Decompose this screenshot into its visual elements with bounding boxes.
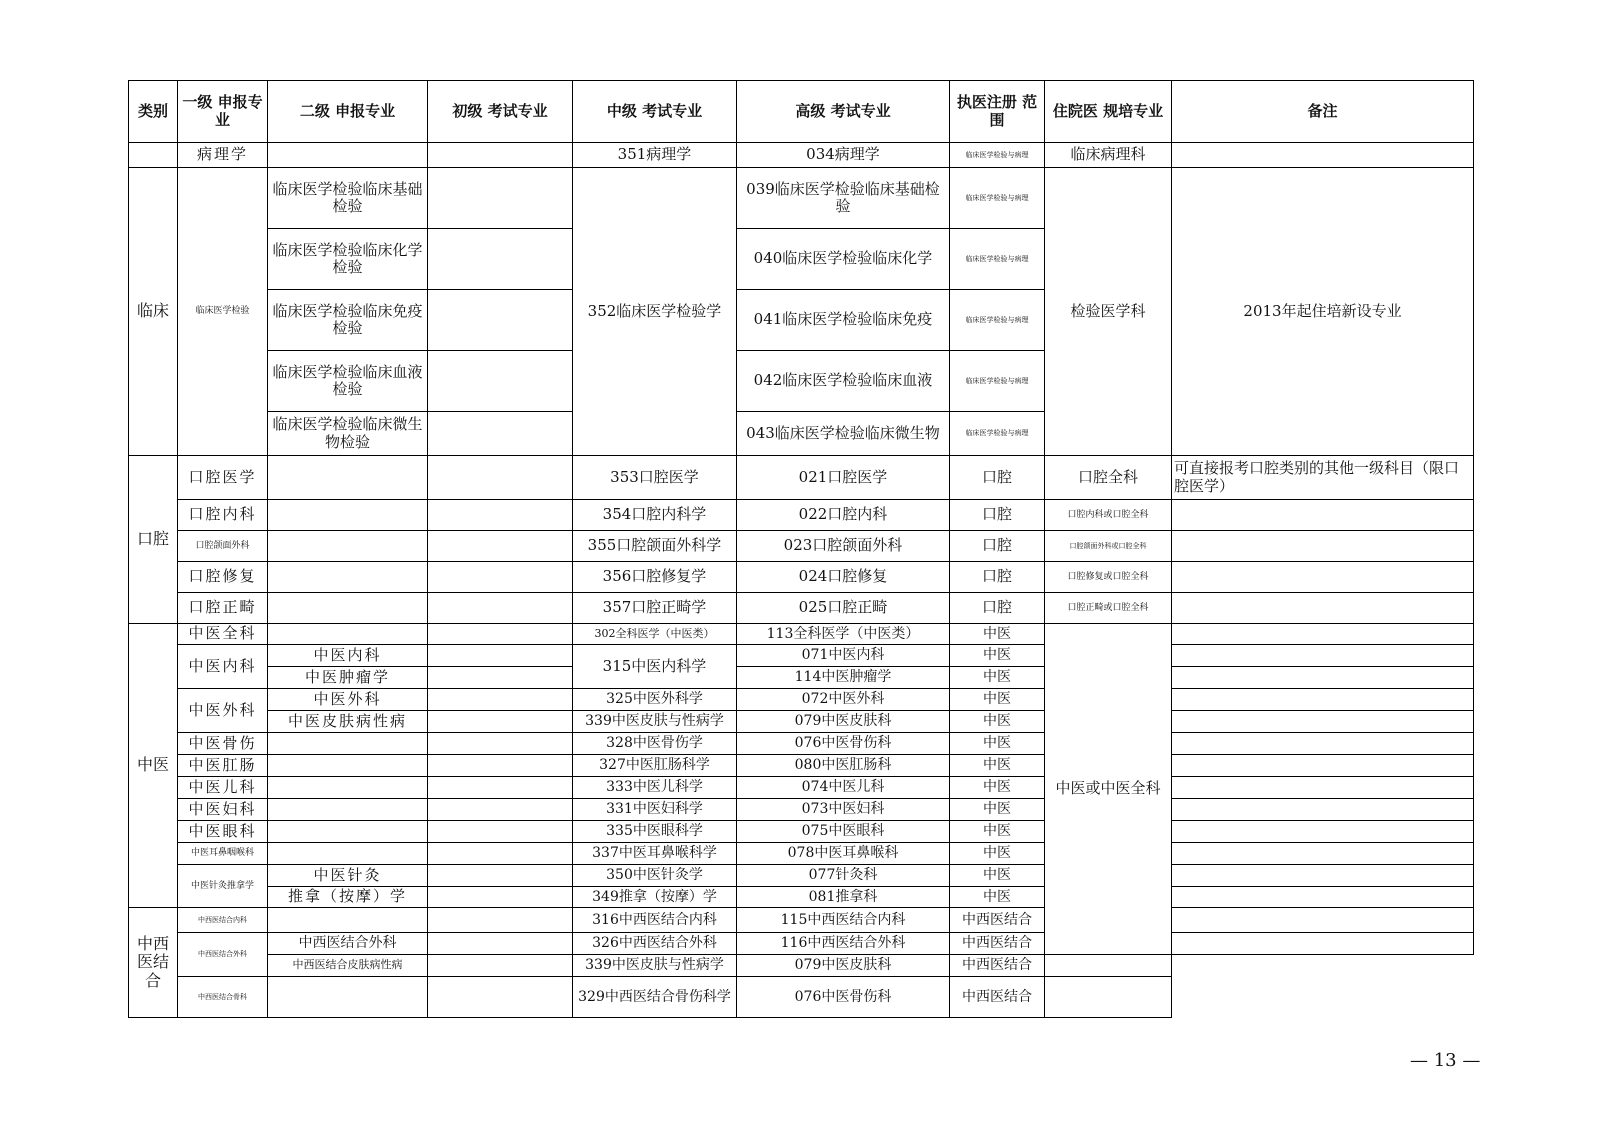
cell-level1: 中医肛肠 — [178, 755, 268, 777]
cell-license: 中医 — [950, 777, 1045, 799]
cell-license: 中医 — [950, 645, 1045, 667]
cell-senior: 023口腔颌面外科 — [737, 531, 950, 562]
cell-level2: 临床医学检验临床微生物检验 — [268, 412, 428, 456]
header-level2: 二级 申报专业 — [268, 81, 428, 143]
table-row — [129, 933, 1474, 955]
cell-level2: 中西医结合外科 — [268, 933, 428, 955]
cell-license: 中医 — [950, 843, 1045, 865]
cell-level2: 中医针灸 — [268, 865, 428, 887]
table-row — [129, 667, 1474, 689]
cell-license: 口腔 — [950, 593, 1045, 624]
cell-level1: 临床医学检验 — [178, 168, 268, 456]
cell-level2: 中医内科 — [268, 645, 428, 667]
header-notes: 备注 — [1172, 81, 1474, 143]
header-row — [129, 81, 1474, 143]
cell-license: 中西医结合 — [950, 955, 1045, 977]
cell-senior: 073中医妇科 — [737, 799, 950, 821]
cell-residency: 检验医学科 — [1045, 168, 1172, 456]
cell-residency: 口腔内科或口腔全科 — [1045, 500, 1172, 531]
cell-middle: 329中西医结合骨伤科学 — [573, 977, 737, 1018]
cell-license: 中医 — [950, 624, 1045, 645]
cell-senior: 080中医肛肠科 — [737, 755, 950, 777]
table-row — [129, 733, 1474, 755]
cell-middle: 351病理学 — [573, 143, 737, 168]
cell-senior: 078中医耳鼻喉科 — [737, 843, 950, 865]
header-junior: 初级 考试专业 — [428, 81, 573, 143]
cell-level1: 口腔颌面外科 — [178, 531, 268, 562]
header-license: 执医注册 范围 — [950, 81, 1045, 143]
cell-level1: 中医全科 — [178, 624, 268, 645]
cell-senior: 079中医皮肤科 — [737, 711, 950, 733]
cell-senior: 021口腔医学 — [737, 456, 950, 500]
table-row — [129, 143, 1474, 168]
table-row — [129, 777, 1474, 799]
cell-middle: 333中医儿科学 — [573, 777, 737, 799]
cell-license: 口腔 — [950, 531, 1045, 562]
cell-residency: 临床病理科 — [1045, 143, 1172, 168]
cell-level1: 中西医结合内科 — [178, 908, 268, 933]
cell-notes — [1172, 531, 1474, 562]
cell-middle: 316中西医结合内科 — [573, 908, 737, 933]
header-middle: 中级 考试专业 — [573, 81, 737, 143]
cell-level1: 中医骨伤 — [178, 733, 268, 755]
cell-license: 临床医学检验与病理 — [950, 229, 1045, 290]
cell-senior: 022口腔内科 — [737, 500, 950, 531]
cell-level2: 中西医结合皮肤病性病 — [268, 955, 428, 977]
cell-license: 中医 — [950, 755, 1045, 777]
cell-level1: 病理学 — [178, 143, 268, 168]
cell-license: 临床医学检验与病理 — [950, 290, 1045, 351]
cell-license: 口腔 — [950, 500, 1045, 531]
cell-license: 中西医结合 — [950, 977, 1045, 1018]
header-senior: 高级 考试专业 — [737, 81, 950, 143]
cell-level1: 中医眼科 — [178, 821, 268, 843]
cell-residency: 中医或中医全科 — [1045, 624, 1172, 955]
cell-level1: 中医妇科 — [178, 799, 268, 821]
cell-middle: 328中医骨伤学 — [573, 733, 737, 755]
cell-senior: 024口腔修复 — [737, 562, 950, 593]
table-row — [129, 843, 1474, 865]
cell-residency: 口腔全科 — [1045, 456, 1172, 500]
cell-senior: 072中医外科 — [737, 689, 950, 711]
cell-level2: 推拿（按摩）学 — [268, 887, 428, 908]
table-row — [129, 456, 1474, 500]
header-level1: 一级 申报专业 — [178, 81, 268, 143]
cell-senior: 081推拿科 — [737, 887, 950, 908]
cell-license: 临床医学检验与病理 — [950, 168, 1045, 229]
cell-middle: 353口腔医学 — [573, 456, 737, 500]
table-row — [129, 711, 1474, 733]
cell-license: 中医 — [950, 733, 1045, 755]
cell-residency: 口腔颌面外科或口腔全科 — [1045, 531, 1172, 562]
cell-senior: 034病理学 — [737, 143, 950, 168]
cell-license: 临床医学检验与病理 — [950, 351, 1045, 412]
cell-senior: 074中医儿科 — [737, 777, 950, 799]
cell-notes — [1172, 500, 1474, 531]
cell-level2: 中医皮肤病性病 — [268, 711, 428, 733]
cell-senior: 025口腔正畸 — [737, 593, 950, 624]
cell-license: 临床医学检验与病理 — [950, 143, 1045, 168]
cell-level1: 口腔内科 — [178, 500, 268, 531]
cell-category: 中医 — [129, 624, 178, 908]
cell-senior: 040临床医学检验临床化学 — [737, 229, 950, 290]
table-row — [129, 689, 1474, 711]
cell-category: 临床 — [129, 168, 178, 456]
cell-middle: 331中医妇科学 — [573, 799, 737, 821]
cell-middle: 354口腔内科学 — [573, 500, 737, 531]
cell-residency: 口腔修复或口腔全科 — [1045, 562, 1172, 593]
cell-level2: 临床医学检验临床化学检验 — [268, 229, 428, 290]
header-residency: 住院医 规培专业 — [1045, 81, 1172, 143]
cell-level1: 口腔正畸 — [178, 593, 268, 624]
cell-notes: 可直接报考口腔类别的其他一级科目（限口腔医学） — [1172, 456, 1474, 500]
cell-middle: 327中医肛肠科学 — [573, 755, 737, 777]
cell-senior: 076中医骨伤科 — [737, 977, 950, 1018]
cell-license: 中医 — [950, 667, 1045, 689]
cell-level2: 临床医学检验临床血液检验 — [268, 351, 428, 412]
cell-level1: 中医内科 — [178, 645, 268, 689]
cell-level1: 中医耳鼻咽喉科 — [178, 843, 268, 865]
cell-level2: 中医外科 — [268, 689, 428, 711]
cell-senior: 039临床医学检验临床基础检验 — [737, 168, 950, 229]
cell-middle: 326中西医结合外科 — [573, 933, 737, 955]
cell-license: 中医 — [950, 689, 1045, 711]
table-row — [129, 977, 1474, 1018]
cell-notes: 2013年起住培新设专业 — [1172, 168, 1474, 456]
cell-level1: 中医外科 — [178, 689, 268, 733]
specialty-table — [128, 80, 1474, 1018]
table-row — [129, 562, 1474, 593]
table-row — [129, 821, 1474, 843]
cell-category: 中西医结合 — [129, 908, 178, 1018]
cell-senior: 075中医眼科 — [737, 821, 950, 843]
cell-middle: 302全科医学（中医类） — [573, 624, 737, 645]
table-row — [129, 865, 1474, 887]
cell-middle: 337中医耳鼻喉科学 — [573, 843, 737, 865]
table-row — [129, 645, 1474, 667]
cell-senior: 115中西医结合内科 — [737, 908, 950, 933]
cell-license: 中医 — [950, 799, 1045, 821]
cell-license: 中西医结合 — [950, 933, 1045, 955]
cell-license: 中医 — [950, 865, 1045, 887]
cell-level2 — [268, 908, 428, 933]
table-row — [129, 531, 1474, 562]
cell-senior: 076中医骨伤科 — [737, 733, 950, 755]
cell-senior: 042临床医学检验临床血液 — [737, 351, 950, 412]
cell-senior: 071中医内科 — [737, 645, 950, 667]
cell-category: 口腔 — [129, 456, 178, 624]
cell-level1: 中西医结合骨科 — [178, 977, 268, 1018]
table-row — [129, 799, 1474, 821]
page-number: — 13 — — [1410, 1050, 1481, 1071]
cell-license: 口腔 — [950, 562, 1045, 593]
cell-senior: 041临床医学检验临床免疫 — [737, 290, 950, 351]
cell-senior: 114中医肿瘤学 — [737, 667, 950, 689]
table-row — [129, 500, 1474, 531]
cell-middle: 356口腔修复学 — [573, 562, 737, 593]
cell-senior: 079中医皮肤科 — [737, 955, 950, 977]
cell-level1: 中医儿科 — [178, 777, 268, 799]
cell-middle: 357口腔正畸学 — [573, 593, 737, 624]
table-row — [129, 755, 1474, 777]
cell-middle: 349推拿（按摩）学 — [573, 887, 737, 908]
header-category: 类别 — [129, 81, 178, 143]
cell-senior: 113全科医学（中医类） — [737, 624, 950, 645]
table-row — [129, 624, 1474, 645]
cell-level1: 口腔修复 — [178, 562, 268, 593]
cell-license: 中医 — [950, 821, 1045, 843]
cell-middle: 339中医皮肤与性病学 — [573, 711, 737, 733]
cell-middle: 335中医眼科学 — [573, 821, 737, 843]
cell-level1: 中西医结合外科 — [178, 933, 268, 977]
cell-middle: 339中医皮肤与性病学 — [573, 955, 737, 977]
cell-middle: 355口腔颌面外科学 — [573, 531, 737, 562]
cell-level2: 临床医学检验临床基础检验 — [268, 168, 428, 229]
cell-notes — [1172, 593, 1474, 624]
cell-license: 中医 — [950, 711, 1045, 733]
cell-middle: 350中医针灸学 — [573, 865, 737, 887]
cell-license: 口腔 — [950, 456, 1045, 500]
cell-license: 临床医学检验与病理 — [950, 412, 1045, 456]
table-row — [129, 593, 1474, 624]
cell-level2: 临床医学检验临床免疫检验 — [268, 290, 428, 351]
cell-middle: 325中医外科学 — [573, 689, 737, 711]
cell-notes — [1172, 562, 1474, 593]
table-row — [129, 887, 1474, 908]
table-row — [129, 955, 1474, 977]
cell-senior: 116中西医结合外科 — [737, 933, 950, 955]
cell-middle: 352临床医学检验学 — [573, 168, 737, 456]
cell-license: 中西医结合 — [950, 908, 1045, 933]
cell-level1: 中医针灸推拿学 — [178, 865, 268, 908]
cell-senior: 043临床医学检验临床微生物 — [737, 412, 950, 456]
table-row — [129, 168, 1474, 229]
cell-senior: 077针灸科 — [737, 865, 950, 887]
cell-middle: 315中医内科学 — [573, 645, 737, 689]
cell-license: 中医 — [950, 887, 1045, 908]
cell-level2: 中医肿瘤学 — [268, 667, 428, 689]
table-row — [129, 908, 1474, 933]
cell-level1: 口腔医学 — [178, 456, 268, 500]
cell-residency: 口腔正畸或口腔全科 — [1045, 593, 1172, 624]
cell-level2 — [268, 977, 428, 1018]
